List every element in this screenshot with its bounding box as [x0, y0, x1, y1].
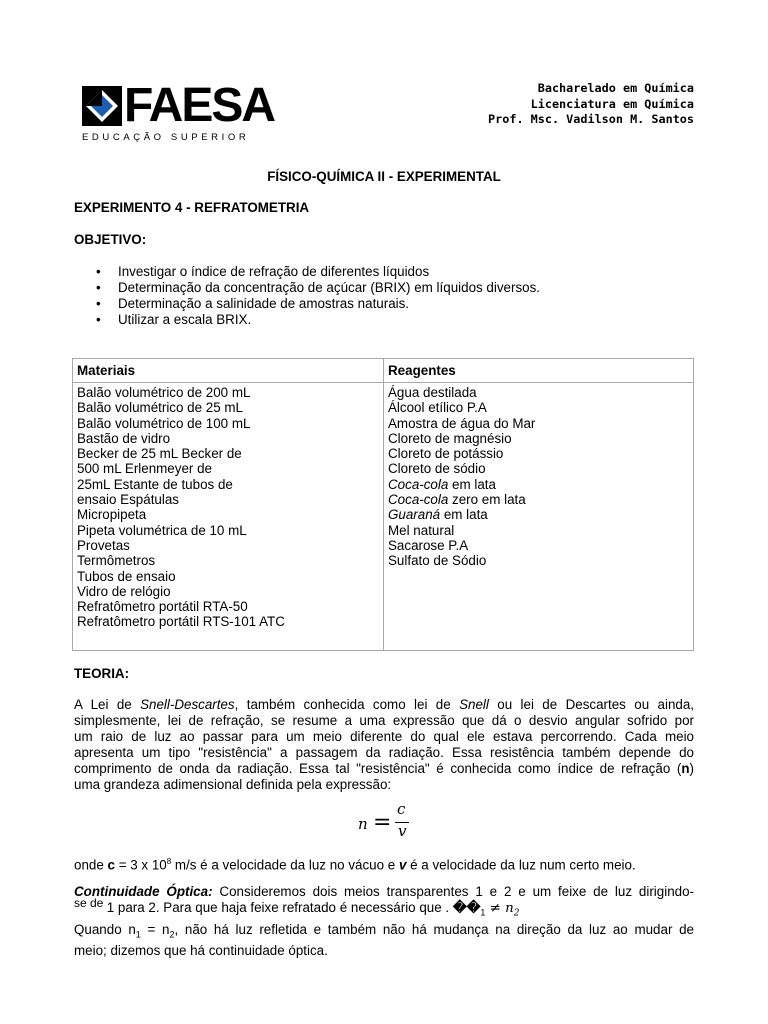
subscript: 1	[135, 929, 141, 940]
symbol-n: n	[505, 900, 514, 916]
continuity-line	[74, 922, 694, 943]
theory-line: um raio de luz ao passar para um meio diferente do qual ele estava percorrendo. Cada meio	[74, 729, 694, 744]
header-line-licentiate: Licenciatura em Química	[530, 96, 694, 111]
reagent-brand: Guaraná	[388, 507, 441, 523]
reagent-item: Sacarose P.A	[388, 537, 469, 553]
course-header	[488, 81, 694, 128]
bullet-icon: •	[96, 296, 101, 311]
text: ou lei de Descartes ou ainda,	[488, 697, 695, 712]
reagent-item	[388, 507, 689, 522]
reagent-item: Sulfato de Sódio	[388, 553, 487, 569]
subscript: 2	[169, 929, 175, 940]
symbol-n: n	[681, 761, 690, 776]
text: é a velocidade da luz num certo meio.	[406, 857, 636, 873]
text: 1 para 2. Para que haja feixe refratado é necessário que .	[106, 899, 453, 915]
list-item	[96, 312, 540, 328]
material-item: Micropipeta	[77, 507, 147, 523]
formula-lhs: n	[358, 815, 368, 833]
material-item: 500 mL Erlenmeyer de	[77, 461, 212, 477]
formula-explanation	[74, 854, 636, 873]
logo-wordmark: FAESA	[124, 79, 275, 132]
symbol-c: c	[107, 857, 115, 873]
theory-heading: TEORIA:	[74, 666, 130, 681]
reagent-rest: em lata	[448, 476, 496, 492]
continuity-line: meio; dizemos que há continuidade óptica.	[74, 942, 328, 958]
material-item: Vidro de relógio	[77, 583, 171, 599]
text: = 3 x 10	[114, 857, 167, 873]
objective-text: Determinação da concentração de açúcar (BRIX) em líquidos diversos.	[118, 280, 541, 295]
materials-reagents-table	[72, 358, 694, 651]
header-line-bachelor: Bacharelado em Química	[537, 81, 694, 95]
objective-text: Utilizar a escala BRIX.	[118, 312, 252, 327]
material-item: Balão volumétrico de 25 mL	[77, 400, 243, 416]
text: Quando n	[74, 921, 136, 937]
objective-list	[96, 264, 540, 328]
reagent-brand: Coca-cola	[388, 492, 449, 508]
garbled-glyph: ��	[452, 899, 481, 915]
list-item	[96, 280, 540, 296]
bullet-icon: •	[96, 280, 101, 295]
law-name: Snell-Descartes	[140, 697, 235, 712]
theory-line: apresenta um tipo "resistência" a passagem da radiação. Essa resistência também depende do	[74, 745, 694, 760]
continuity-section	[74, 884, 694, 958]
material-item: ensaio Espátulas	[77, 492, 179, 508]
reagent-item: Álcool etílico P.A	[388, 400, 487, 416]
material-item: Balão volumétrico de 200 mL	[77, 385, 251, 400]
formula-numerator: c	[397, 800, 406, 818]
objective-text: Determinação a salinidade de amostras naturais.	[118, 296, 410, 311]
formula-denominator: v	[398, 822, 407, 840]
bullet-icon: •	[96, 264, 101, 279]
text: , não há luz refletida e também não há mudança na direção da luz ao mudar de	[174, 921, 694, 937]
text: , também conhecida como lei de	[234, 697, 460, 712]
theory-line: uma grandeza adimensional definida pela expressão:	[74, 777, 392, 792]
continuity-line	[74, 895, 694, 922]
document-title: FÍSICO-QUÍMICA II - EXPERIMENTAL	[267, 169, 501, 184]
text: )	[689, 761, 694, 776]
list-item	[96, 264, 540, 280]
reagent-item: Amostra de água do Mar	[388, 415, 536, 431]
subscript: 1	[480, 907, 486, 918]
theory-line	[74, 761, 694, 777]
reagent-rest: zero em lata	[448, 492, 526, 508]
reagent-item: Cloreto de potássio	[388, 446, 504, 462]
material-item: Tubos de ensaio	[77, 568, 176, 584]
reagent-rest: em lata	[440, 507, 488, 523]
faesa-logo	[80, 79, 280, 146]
symbol-v: v	[398, 857, 407, 873]
material-item: Refratômetro portátil RTA-50	[77, 599, 248, 615]
reagents-header: Reagentes	[384, 359, 694, 383]
material-item: Pipeta volumétrica de 10 mL	[77, 522, 247, 538]
header-line-professor: Prof. Msc. Vadilson M. Santos	[488, 112, 694, 127]
exponent: 8	[166, 857, 172, 866]
theory-paragraph	[74, 697, 694, 793]
material-item: Balão volumétrico de 100 mL	[77, 415, 251, 431]
objective-heading: OBJETIVO:	[74, 232, 147, 247]
logo-subtitle: EDUCAÇÃO SUPERIOR	[82, 132, 250, 143]
material-item: Bastão de vidro	[77, 430, 171, 446]
text: se de	[74, 895, 107, 910]
reagent-item: Água destilada	[388, 385, 477, 400]
material-item: 25mL Estante de tubos de	[77, 476, 233, 492]
experiment-heading: EXPERIMENTO 4 - REFRATOMETRIA	[74, 200, 310, 215]
reagents-cell	[384, 383, 694, 651]
text: Consideremos dois meios transparentes 1 e 2 e um feixe de luz dirigindo-	[212, 884, 694, 899]
diamond-logo-icon	[82, 86, 122, 126]
reagent-item: Cloreto de magnésio	[388, 430, 512, 446]
text: onde	[74, 857, 108, 873]
reagent-item: Cloreto de sódio	[388, 461, 486, 477]
reagent-brand: Coca-cola	[388, 476, 449, 492]
theory-line	[74, 697, 694, 713]
material-item: Termômetros	[77, 553, 156, 569]
materials-header: Materiais	[73, 359, 384, 383]
material-item: Provetas	[77, 537, 130, 553]
reagent-item	[388, 492, 689, 507]
subscript: 2	[513, 908, 520, 919]
list-item	[96, 296, 540, 312]
material-item: Becker de 25 mL Becker de	[77, 446, 242, 462]
objective-text: Investigar o índice de refração de diferentes líquidos	[118, 264, 430, 279]
text: comprimento de onda da radiação. Essa tal "resistência" é conhecida como índice de refração (	[74, 761, 682, 776]
text: = n	[140, 921, 170, 937]
continuity-title: Continuidade Óptica:	[74, 884, 213, 899]
continuity-line	[74, 884, 694, 900]
text: A Lei de	[74, 697, 141, 712]
not-equal-sign: ≠	[485, 900, 506, 916]
bullet-icon: •	[96, 312, 101, 327]
theory-line: simplesmente, lei de refração, se resume a uma expressão que dá o desvio angular sofrido por	[74, 713, 694, 728]
text: m/s é a velocidade da luz no vácuo e	[171, 857, 399, 873]
formula-equals: =	[373, 810, 392, 835]
reagent-item: Mel natural	[388, 522, 455, 538]
material-item: Refratômetro portátil RTS-101 ATC	[77, 614, 285, 630]
reagent-item	[388, 477, 689, 492]
materials-cell	[73, 383, 384, 651]
law-name: Snell	[459, 697, 489, 712]
